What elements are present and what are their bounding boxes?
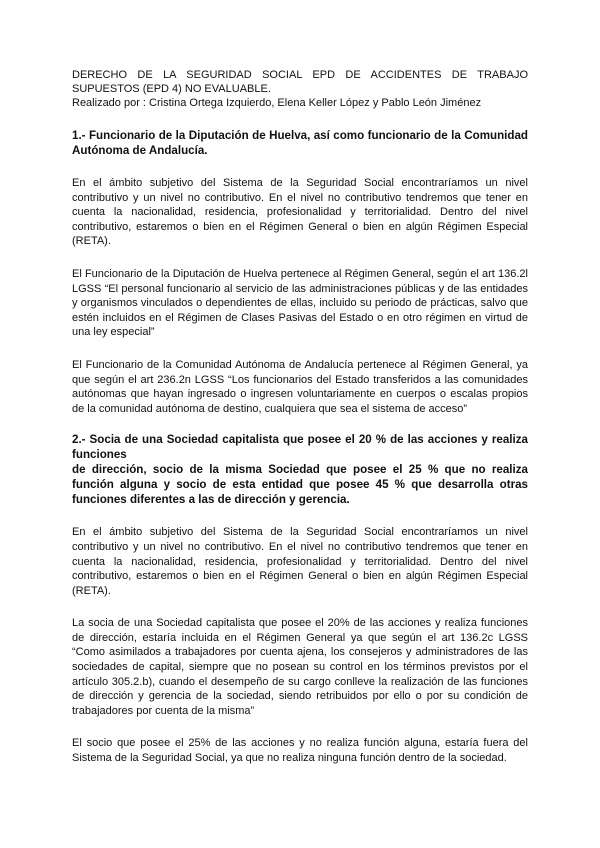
section-1-heading: 1.- Funcionario de la Diputación de Huelva, así como funcionario de la Comunidad Autónoma de Andalucía. [72, 129, 528, 157]
document-authors: Realizado por : Cristina Ortega Izquierdo, Elena Keller López y Pablo León Jiménez [72, 97, 482, 109]
section-2-paragraph-3: El socio que posee el 25% de las acciones y no realiza función alguna, estaría fuera del Sistema de la Seguridad Social, ya que no realiza ninguna función dentro de la sociedad. [72, 737, 528, 765]
section-2-paragraph-1: En el ámbito subjetivo del Sistema de la Seguridad Social encontraríamos un nivel contributivo y un nivel no contributivo. En el nivel no contributivo tendremos que tener en cuenta la nacionalidad, residencia, profesionalidad y territorialidad. Dentro del nivel contributivo, estaremos o bien en el Régimen General o bien en algún Régimen Especial (RETA). [72, 526, 528, 597]
spacer [72, 340, 528, 358]
document-page [72, 68, 528, 766]
spacer [72, 110, 528, 128]
section-2-paragraph-2: La socia de una Sociedad capitalista que posee el 20% de las acciones y realiza funciones de dirección, estaría incluida en el Régimen General ya que según el art 136.2c LGSS “Como asimilados a trabajadores por cuenta ajena, los consejeros y administradores de las sociedades de capital, siempre que no posean su control en los términos previstos por el artículo 305.2.b), cuando el desempeño de su cargo conlleve la realización de las funciones de dirección y gerencia de la sociedad, siendo retribuidos por ello o por su condición de trabajadores por cuenta de la misma” [72, 617, 528, 717]
section-1-paragraph-2: El Funcionario de la Diputación de Huelva pertenece al Régimen General, según el art 136.2l LGSS “El personal funcionario al servicio de las administraciones públicas y de las entidades y organismos vinculados o dependientes de ellas, incluido su periodo de prácticas, salvo que estén incluidos en el Régimen de Clases Pasivas del Estado o en otro régimen en virtud de una ley especial” [72, 267, 528, 339]
spacer [72, 416, 528, 432]
spacer [72, 249, 528, 267]
spacer [72, 507, 528, 525]
section-2-heading-line-1: 2.- Socia de una Sociedad capitalista que posee el 20 % de las acciones y realiza funciones [72, 433, 528, 462]
section-2-heading-line-2: de dirección, socio de la misma Sociedad que posee el 25 % que no realiza función alguna y socio de esta entidad que posee 45 % que desarrolla otras funciones diferentes a las de dirección y gerencia. [72, 463, 528, 507]
section-1-paragraph-1: En el ámbito subjetivo del Sistema de la Seguridad Social encontraríamos un nivel contributivo y un nivel no contributivo. En el nivel no contributivo tendremos que tener en cuenta la nacionalidad, residencia, profesionalidad y territorialidad. Dentro del nivel contributivo, estaremos o bien en el Régimen General o bien en algún Régimen Especial (RETA). [72, 177, 528, 248]
section-1-paragraph-3: El Funcionario de la Comunidad Autónoma de Andalucía pertenece al Régimen General, ya que según el art 236.2n LGSS “Los funcionarios del Estado transferidos a las comunidades autónomas que hayan ingresado o ingresen voluntariamente en cuerpos o escalas propios de la comunidad autónoma de destino, cualquiera que sea el sistema de acceso” [72, 358, 528, 415]
document-title: DERECHO DE LA SEGURIDAD SOCIAL EPD DE ACCIDENTES DE TRABAJO SUPUESTOS (EPD 4) NO EVALUABLE. [72, 69, 528, 95]
spacer [72, 158, 528, 176]
spacer [72, 598, 528, 616]
spacer [72, 718, 528, 736]
